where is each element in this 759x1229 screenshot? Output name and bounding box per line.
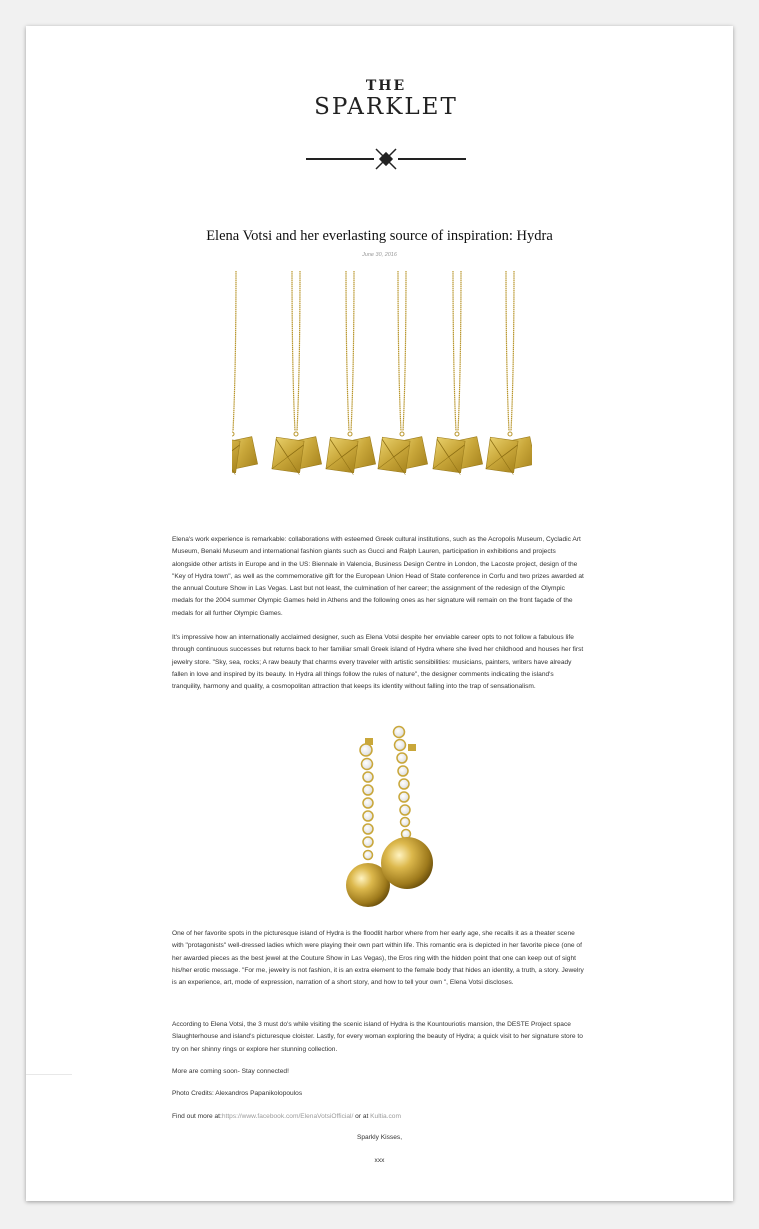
paragraph-must-dos: According to Elena Votsi, the 3 must do's while visiting the scenic island of Hydra is the Kountouriotis mansion, the DESTE Project space Slaughterhouse and island's picturesque cloister. Lastly, for every woman exploring the beauty of Hydra; a quick visit to her signature store to try on her shinny rings or explore her stunning collection. (172, 1021, 583, 1053)
post-date: June 30, 2016 (362, 252, 397, 258)
divider (26, 1074, 72, 1075)
paragraph-hydra: It's impressive how an internationally acclaimed designer, such as Elena Votsi despite her enviable career opts to not follow a fabulous life through continuous successes but returns back to her familiar small Greek island of Hydra where she lived her childhood and houses her first jewelry store. "Sky, sea, rocks; A raw beauty that charms every traveler with artistic sensibilities: musicians, painters, writers have already fallen in love and inspired by its beauty. In Hydra all things follow the rules of nature", the designer comments indicating the island's tranquility, harmony and quality, a cosmopolitan attraction that keeps its identity without falling into the trap of sensationalism. (172, 634, 584, 691)
more-coming-text: More are coming soon- Stay connected! (172, 1068, 289, 1075)
signoff-text: Sparkly Kisses, (356, 1134, 403, 1141)
paragraph-career: Elena's work experience is remarkable: collaborations with esteemed Greek cultural institutions, such as the Acropolis Museum, Cycladic Art Museum, Benaki Museum and international fashion giants such as Gucci and Ralph Lauren, participation in exhibitions and projects alongside other artists in Europe and in the US: Biennale in Valencia, Business Design Centre in London, the Lacoste project, design of the "Key of Hydra town", as well as the commemorative gift for the European Union Head of State conference in Corfu and two prizes awarded at the annual Couture Show in Las Vegas. Last but not least, the culmination of her career; the assignment of the redesign of the Olympic medals for the 2004 summer Olympic Games held in Athens and the following ones as her signature will remain on the front façade of the medals for all further Olympic Games. (172, 536, 584, 617)
post-title[interactable]: Elena Votsi and her everlasting source of inspiration: Hydra (206, 228, 553, 244)
paragraph-harbor: One of her favorite spots in the picturesque island of Hydra is the floodlit harbor where from her early age, she recalls it as a theater scene with "protagonists" well-dressed ladies which were playing their own part within life. This romantic era is depicted in her favorite piece (one of her awarded pieces as the best jewel at the Couture Show in Las Vegas), the Eros ring with the hidden point that one can keep out of sight his/her erotic message. "For me, jewelry is not fashion, it is an extra element to the female body that hides an identity, a truth, a story. Jewelry is an experience, art, mode of expression, narration of a short story, and how to tell your own ", Elena Votsi discloses. (172, 930, 584, 987)
logo-the-text: THE (365, 78, 407, 94)
site-logo[interactable] (306, 78, 466, 173)
photo-credits-text: Photo Credits: Alexandros Papanikolopoulos (172, 1090, 303, 1097)
page-card (26, 26, 733, 1201)
gold-diamond-drop-earrings-image (326, 718, 441, 913)
find-or: or at (353, 1113, 371, 1120)
find-prefix: Find out more at: (172, 1113, 222, 1120)
logo-sparkle-icon (306, 146, 466, 174)
envelope-pendant-necklaces-image (232, 271, 532, 496)
kultia-link[interactable]: Kultia.com (370, 1113, 401, 1120)
find-out-more-line (172, 1113, 401, 1120)
xxx-text: xxx (374, 1157, 385, 1164)
logo-name-text: SPARKLET (314, 94, 458, 120)
facebook-link[interactable]: https://www.facebook.com/ElenaVotsiOfficial/ (221, 1113, 354, 1120)
